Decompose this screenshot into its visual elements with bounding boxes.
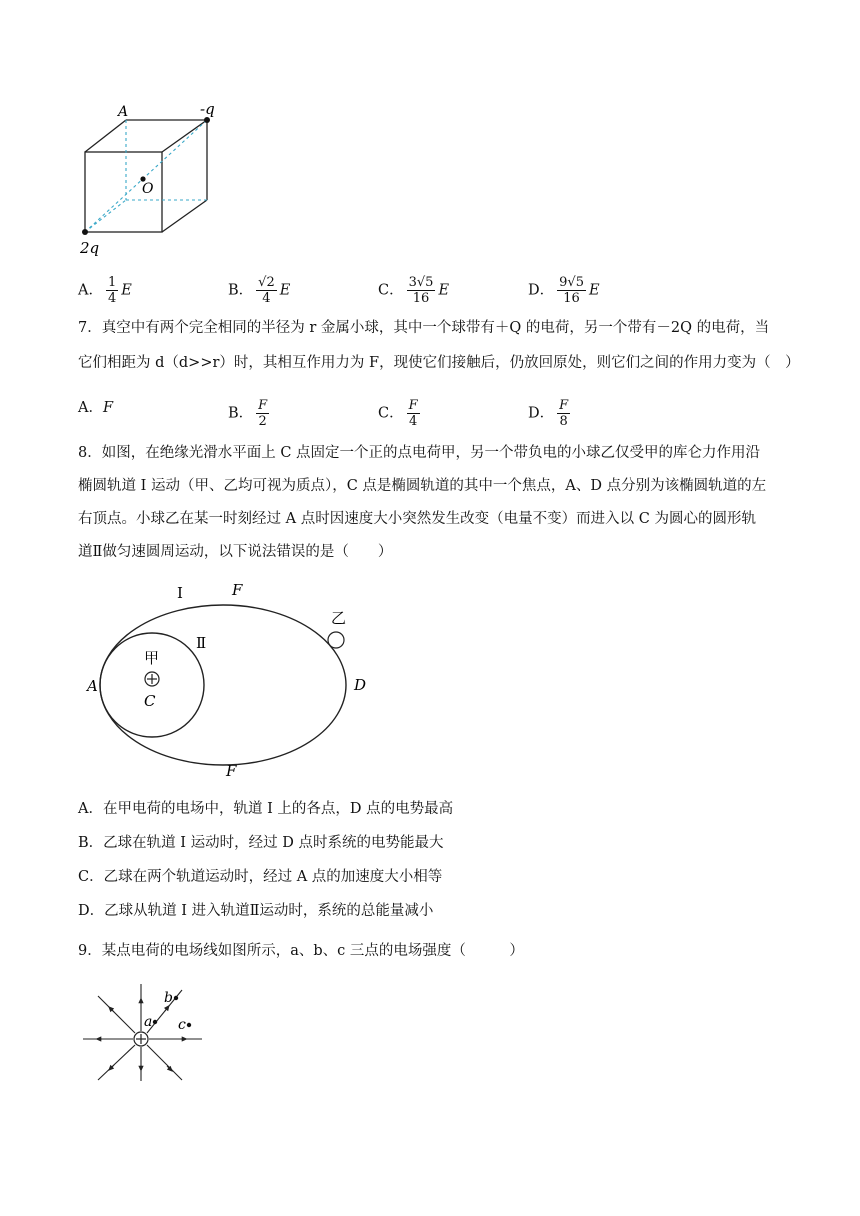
q8-option-c[interactable]: C．乙球在两个轨道运动时，经过 A 点的加速度大小相等 bbox=[78, 869, 443, 885]
label-c: c bbox=[178, 1017, 186, 1033]
label-o: O bbox=[142, 181, 154, 197]
field-line bbox=[147, 1045, 182, 1080]
q8-option-b[interactable]: B．乙球在轨道 I 运动时，经过 D 点时系统的电势能最大 bbox=[78, 835, 444, 851]
q9-stem-line-1: 9．某点电荷的电场线如图所示，a、b、c 三点的电场强度（ ） bbox=[78, 943, 524, 959]
label-yi: 乙 bbox=[331, 609, 347, 627]
ball-yi bbox=[328, 632, 344, 648]
point-b-dot bbox=[174, 996, 178, 1000]
charge-2q-dot bbox=[82, 229, 88, 235]
q6-option-b[interactable]: B． $\frac{√2}{4}$ E bbox=[228, 275, 291, 306]
q8-option-a[interactable]: A．在甲电荷的电场中，轨道 I 上的各点，D 点的电势最高 bbox=[78, 801, 454, 817]
q8-stem-line-4: 道Ⅱ做匀速圆周运动，以下说法错误的是（ ） bbox=[78, 544, 393, 560]
q8-option-d[interactable]: D．乙球从轨道 I 进入轨道Ⅱ运动时，系统的总能量减小 bbox=[78, 903, 434, 919]
q7-stem-line-2: 它们相距为 d（d>>r）时，其相互作用力为 F，现使它们接触后，仍放回原处，则它们之间的作用力变为（ ） bbox=[78, 355, 800, 371]
label-jia: 甲 bbox=[144, 649, 160, 667]
cube-figure bbox=[70, 100, 240, 260]
label-neg-q: -q bbox=[200, 100, 215, 118]
point-a-dot bbox=[153, 1020, 157, 1024]
label-orbit-ii: Ⅱ bbox=[196, 634, 207, 652]
point-c-dot bbox=[187, 1023, 191, 1027]
q6-option-d[interactable]: D． $\frac{9√5}{16}$ E bbox=[528, 275, 600, 306]
label-f-bottom: F bbox=[226, 762, 237, 780]
label-2q: 2q bbox=[80, 239, 100, 257]
label-a-point: A bbox=[87, 677, 98, 695]
q6-option-a[interactable]: A． $\frac{1}{4}$ E bbox=[78, 275, 132, 306]
q8-stem-line-2: 椭圆轨道 I 运动（甲、乙均可视为质点），C 点是椭圆轨道的其中一个焦点，A、D 点分别为该椭圆轨道的左 bbox=[78, 478, 767, 494]
q8-stem-line-1: 8．如图，在绝缘光滑水平面上 C 点固定一个正的点电荷甲，另一个带负电的小球乙仅受甲的库仑力作用沿 bbox=[78, 445, 761, 461]
q7-option-d[interactable]: D． $\frac{F}{8}$ bbox=[528, 398, 569, 429]
label-f-top: F bbox=[232, 581, 243, 599]
orbit-figure bbox=[80, 575, 380, 785]
field-line bbox=[98, 996, 135, 1033]
ellipse-orbit-i bbox=[100, 605, 346, 765]
body-diagonal bbox=[85, 120, 207, 232]
field-lines-figure bbox=[78, 980, 208, 1085]
label-b: b bbox=[164, 990, 173, 1006]
label-orbit-i: I bbox=[177, 584, 183, 602]
hidden-edge bbox=[85, 200, 126, 232]
label-d-point: D bbox=[354, 676, 367, 694]
label-a: A bbox=[118, 104, 129, 120]
field-line bbox=[98, 1045, 135, 1080]
q8-stem-line-3: 右顶点。小球乙在某一时刻经过 A 点时因速度大小突然发生改变（电量不变）而进入以 C 为圆心的圆形轨 bbox=[78, 511, 756, 527]
q7-stem-line-1: 7．真空中有两个完全相同的半径为 r 金属小球，其中一个球带有＋Q 的电荷，另一个带有－2Q 的电荷，当 bbox=[78, 320, 770, 336]
q7-option-c[interactable]: C． $\frac{F}{4}$ bbox=[378, 398, 418, 429]
label-a: a bbox=[144, 1014, 153, 1030]
label-c-point: C bbox=[144, 692, 156, 710]
q7-option-b[interactable]: B． $\frac{F}{2}$ bbox=[228, 398, 268, 429]
q7-option-a[interactable]: A．F bbox=[78, 400, 114, 416]
q6-option-c[interactable]: C． $\frac{3√5}{16}$ E bbox=[378, 275, 450, 306]
